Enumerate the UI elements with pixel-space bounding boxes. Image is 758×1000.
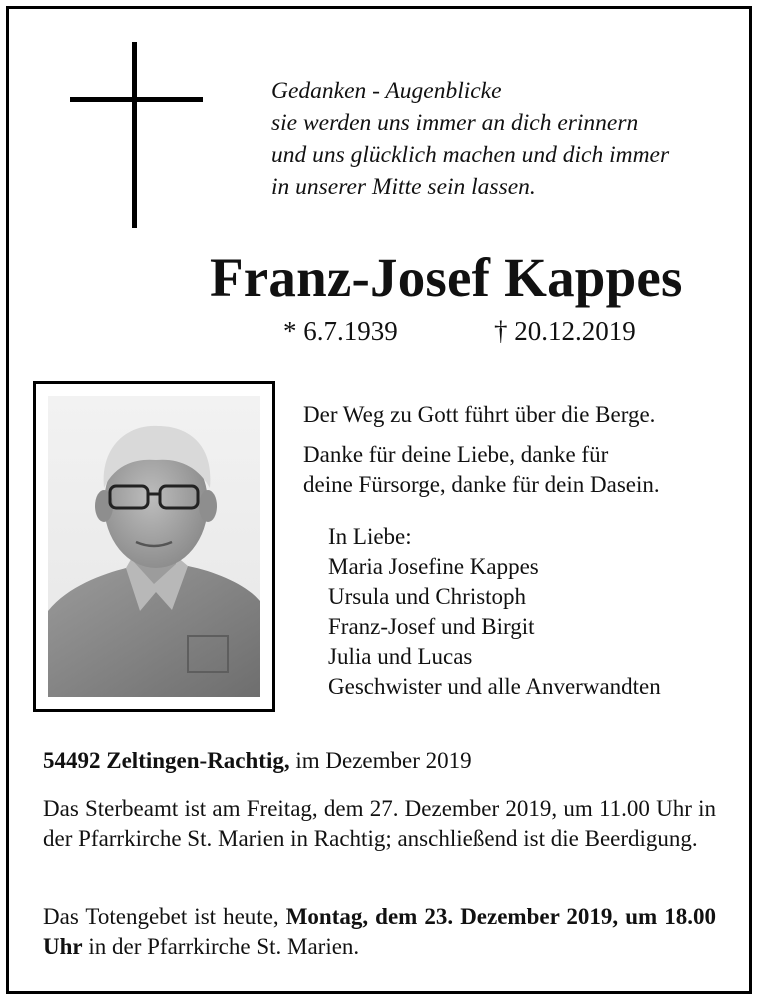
funeral-info: Das Sterbeamt ist am Freitag, dem 27. Dezember 2019, um 11.00 Uhr in der Pfarrkirche St. Marien in Rachtig; anschließend ist die Beerdigung. bbox=[43, 796, 716, 851]
portrait-photo bbox=[48, 396, 260, 697]
family-list bbox=[328, 522, 661, 702]
prayer-location: in der Pfarrkirche St. Marien. bbox=[82, 934, 360, 959]
prayer-intro: Das Totengebet ist heute, bbox=[43, 904, 286, 929]
place-location: 54492 Zeltingen-Rachtig, bbox=[43, 748, 290, 773]
deceased-name: Franz-Josef Kappes bbox=[210, 247, 683, 308]
family-intro: In Liebe: bbox=[328, 524, 412, 549]
photo-frame bbox=[33, 381, 275, 712]
quote-line: Danke für deine Liebe, danke für bbox=[303, 442, 609, 467]
prayer-date: Montag, dem 23. Dezember 2019, um 18.00 Uhr bbox=[43, 904, 716, 959]
poem bbox=[271, 75, 669, 203]
family-member: Ursula und Christoph bbox=[328, 584, 527, 609]
poem-line: Gedanken - Augenblicke bbox=[271, 78, 502, 104]
birth-date: * 6.7.1939 bbox=[283, 316, 398, 346]
family-member: Geschwister und alle Anverwandten bbox=[328, 674, 661, 699]
family-member: Maria Josefine Kappes bbox=[328, 554, 539, 579]
family-member: Julia und Lucas bbox=[328, 644, 473, 669]
place-date bbox=[43, 746, 472, 776]
place-month: im Dezember 2019 bbox=[289, 748, 472, 773]
poem-line: in unserer Mitte sein lassen. bbox=[271, 174, 536, 200]
poem-line: und uns glücklich machen und dich immer bbox=[271, 142, 670, 168]
poem-line: sie werden uns immer an dich erinnern bbox=[271, 110, 639, 136]
quote-line: deine Fürsorge, danke für dein Dasein. bbox=[303, 472, 660, 497]
death-date: † 20.12.2019 bbox=[494, 316, 636, 346]
quote-block bbox=[303, 440, 660, 500]
prayer-info bbox=[43, 902, 716, 962]
quote-line: Der Weg zu Gott führt über die Berge. bbox=[303, 402, 656, 427]
family-member: Franz-Josef und Birgit bbox=[328, 614, 535, 639]
